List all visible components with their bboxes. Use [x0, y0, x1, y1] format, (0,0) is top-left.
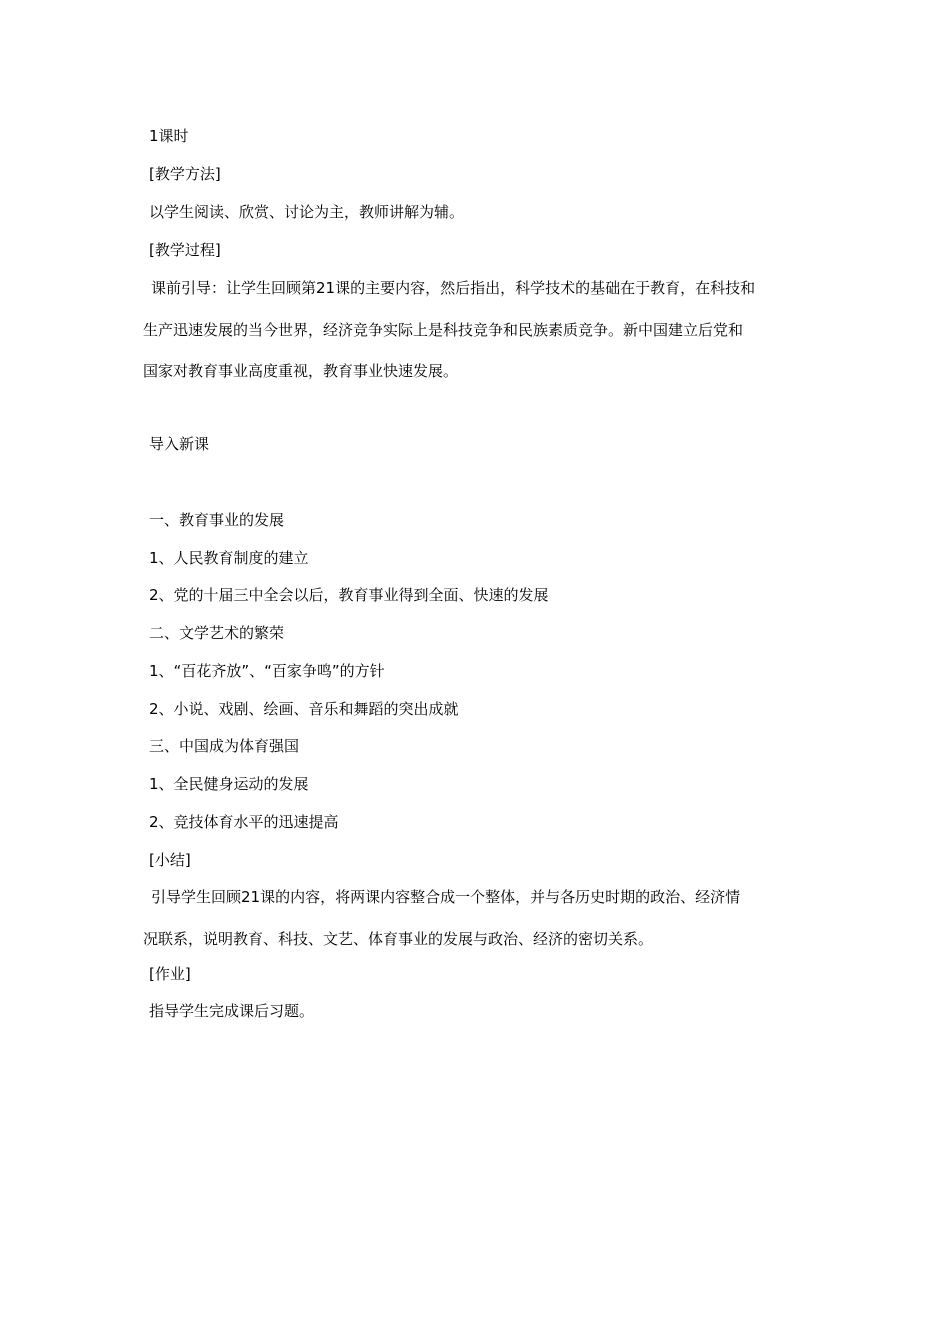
outline-item: 2、竞技体育水平的迅速提高	[149, 813, 339, 831]
outline-item: 二、文学艺术的繁荣	[149, 624, 285, 642]
intro-paragraph-line: 国家对教育事业高度重视，教育事业快速发展。	[143, 362, 459, 380]
summary-paragraph-line: 况联系，说明教育、科技、文艺、体育事业的发展与政治、经济的密切关系。	[143, 930, 654, 948]
outline-item: 三、中国成为体育强国	[149, 737, 300, 755]
new-lesson-heading: 导入新课	[149, 435, 210, 453]
outline-item: 1、全民健身运动的发展	[149, 775, 309, 793]
summary-heading: [小结]	[149, 851, 191, 869]
homework-text: 指导学生完成课后习题。	[149, 1002, 315, 1020]
homework-heading: [作业]	[149, 965, 191, 983]
intro-paragraph-line: 课前引导：让学生回顾第21课的主要内容，然后指出，科学技术的基础在于教育，在科技和	[151, 279, 756, 297]
outline-item: 2、小说、戏剧、绘画、音乐和舞蹈的突出成就	[149, 700, 459, 718]
outline-item: 一、教育事业的发展	[149, 511, 285, 529]
outline-item: 1、“百花齐放”、“百家争鸣”的方针	[149, 662, 385, 680]
method-heading: [教学方法]	[149, 165, 221, 183]
outline-item: 1、人民教育制度的建立	[149, 549, 309, 567]
outline-item: 2、党的十届三中全会以后，教育事业得到全面、快速的发展	[149, 586, 549, 604]
summary-paragraph-line: 引导学生回顾21课的内容，将两课内容整合成一个整体，并与各历史时期的政治、经济情	[151, 888, 741, 906]
process-heading: [教学过程]	[149, 241, 221, 259]
method-text: 以学生阅读、欣赏、讨论为主，教师讲解为辅。	[149, 203, 465, 221]
lesson-hours: 1课时	[149, 127, 189, 145]
intro-paragraph-line: 生产迅速发展的当今世界，经济竞争实际上是科技竞争和民族素质竞争。新中国建立后党和	[143, 321, 744, 339]
